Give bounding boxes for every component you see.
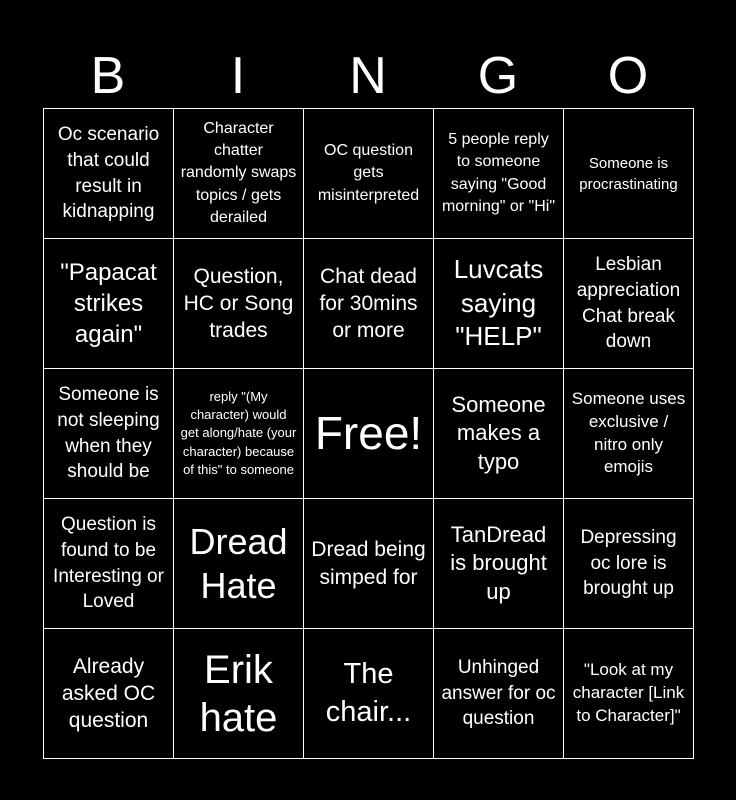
cell-text: Character chatter randomly swaps topics / gets derailed [180, 119, 297, 227]
bingo-header [43, 44, 693, 108]
bingo-cell[interactable] [563, 108, 694, 239]
bingo-cell[interactable] [563, 368, 694, 499]
bingo-cell[interactable] [563, 498, 694, 629]
cell-text: Someone is procrastinating [579, 154, 678, 193]
bingo-cell[interactable] [173, 368, 304, 499]
header-letter-i: I [230, 47, 246, 105]
bingo-cell[interactable] [433, 368, 564, 499]
bingo-cell[interactable] [433, 628, 564, 759]
bingo-cell[interactable] [43, 368, 174, 499]
cell-text: Question, HC or Song trades [183, 264, 294, 343]
bingo-cell[interactable] [303, 108, 434, 239]
bingo-cell[interactable] [43, 498, 174, 629]
header-letter-g: G [477, 47, 519, 105]
header-letter-b: B [90, 47, 126, 105]
cell-text: Dread being simped for [311, 538, 426, 589]
header-letter-n: N [349, 47, 387, 105]
bingo-cell[interactable] [173, 108, 304, 239]
cell-text: OC question gets misinterpreted [317, 141, 420, 204]
cell-text: Chat dead for 30mins or more [319, 264, 418, 343]
bingo-cell[interactable] [433, 498, 564, 629]
cell-text: Someone makes a typo [451, 391, 546, 474]
bingo-cell[interactable] [173, 628, 304, 759]
cell-text: Oc scenario that could result in kidnapping [57, 124, 160, 223]
cell-text: Dread Hate [189, 521, 288, 606]
bingo-cell[interactable] [433, 238, 564, 369]
cell-text: TanDread is brought up [450, 521, 547, 604]
free-space-text: Free! [314, 406, 423, 459]
cell-text: 5 people reply to someone saying "Good morning" or "Hi" [441, 130, 556, 215]
cell-text: "Papacat strikes again" [60, 258, 157, 349]
cell-text: Erik hate [199, 647, 278, 740]
bingo-cell[interactable] [303, 498, 434, 629]
cell-text: "Look at my character [Link to Character]" [572, 660, 685, 725]
bingo-board [43, 108, 693, 758]
cell-text: Someone uses exclusive / nitro only emojis [571, 388, 686, 477]
bingo-cell[interactable] [173, 498, 304, 629]
bingo-cell[interactable] [43, 628, 174, 759]
cell-text: Lesbian appreciation Chat break down [576, 254, 681, 353]
bingo-cell[interactable] [563, 628, 694, 759]
cell-text: Unhinged answer for oc question [441, 657, 556, 730]
cell-text: reply "(My character) would get along/hate (your character) because of this" to someone [180, 389, 297, 477]
cell-text: Luvcats saying "HELP" [453, 253, 544, 352]
cell-text: Depressing oc lore is brought up [580, 527, 677, 600]
cell-text: Already asked OC question [61, 654, 156, 733]
bingo-cell[interactable] [303, 238, 434, 369]
header-letter-o: O [607, 47, 649, 105]
cell-text: Question is found to be Interesting or Loved [53, 514, 164, 613]
bingo-cell[interactable] [563, 238, 694, 369]
bingo-cell[interactable] [43, 108, 174, 239]
bingo-cell[interactable] [43, 238, 174, 369]
bingo-cell[interactable] [303, 628, 434, 759]
free-space-cell[interactable] [303, 368, 434, 499]
bingo-cell[interactable] [433, 108, 564, 239]
bingo-cell[interactable] [173, 238, 304, 369]
cell-text: The chair... [325, 657, 412, 728]
cell-text: Someone is not sleeping when they should be [57, 384, 160, 483]
